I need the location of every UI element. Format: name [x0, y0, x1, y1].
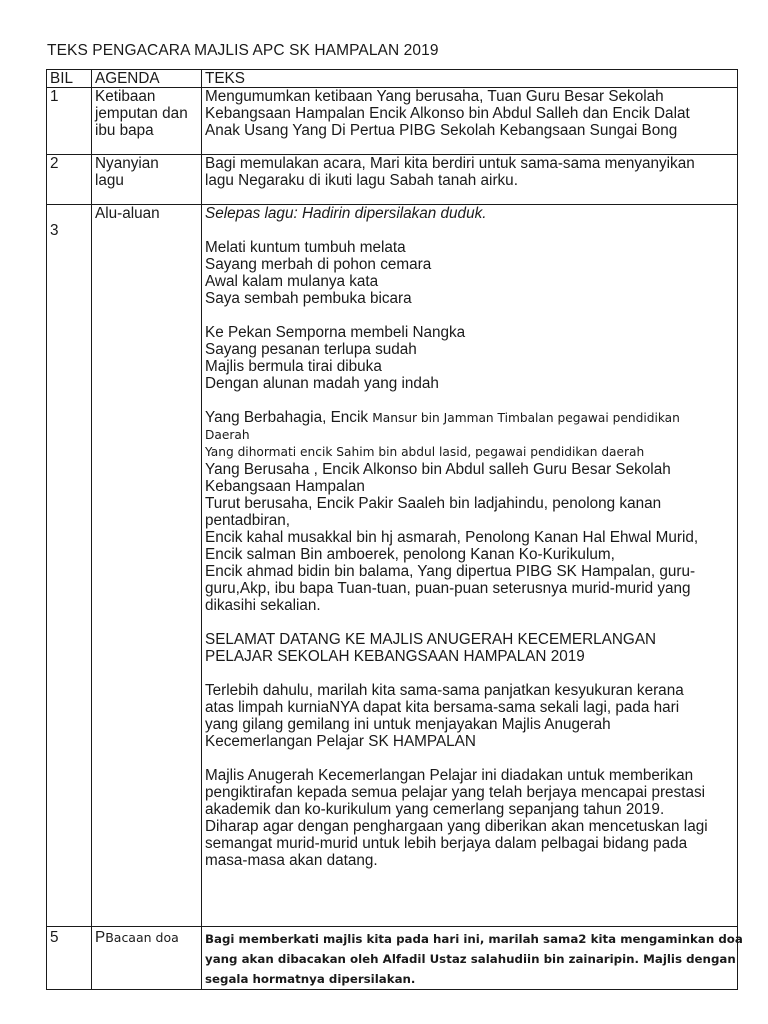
row3-bil-number: 3	[50, 222, 59, 239]
row2-agenda-line: lagu	[95, 172, 124, 189]
row1-teks	[202, 88, 738, 155]
salutation-2: Yang dihormati encik Sahim bin abdul lasid, pegawai pendidikan daerah	[205, 445, 645, 459]
pantun2-line: Dengan alunan madah yang indah	[205, 375, 439, 392]
row5-agenda-line	[95, 927, 198, 946]
row5-teks-line: Bagi memberkati majlis kita pada hari ini, marilah sama2 kita mengaminkan doa	[205, 932, 743, 946]
row5-teks	[202, 927, 743, 990]
para2-line: semangat murid-murid untuk lebih berjaya dalam pelbagai bidang pada	[205, 835, 688, 852]
salutation-list-line: guru,Akp, ibu bapa Tuan-tuan, puan-puan seterusnya murid-murid yang	[205, 580, 691, 597]
salutation-name-cont: Daerah	[205, 428, 250, 442]
table-row	[47, 927, 738, 990]
pantun1-line: Saya sembah pembuka bicara	[205, 290, 412, 307]
salutation-list-line: Encik kahal musakkal bin hj asmarah, Penolong Kanan Hal Ehwal Murid,	[205, 529, 699, 546]
row1-bil: 1	[47, 88, 92, 155]
row1-teks-line: Kebangsaan Hampalan Encik Alkonso bin Abdul Salleh dan Encik Dalat	[205, 105, 690, 122]
table-row	[47, 155, 738, 205]
header-agenda: AGENDA	[92, 70, 202, 88]
row3-bil	[47, 205, 92, 927]
row2-bil: 2	[47, 155, 92, 205]
para1-line: yang gilang gemilang ini untuk menjayakan Majlis Anugerah	[205, 716, 611, 733]
para2-line: akademik dan ko-kurikulum yang cemerlang sepanjang tahun 2019.	[205, 801, 665, 818]
row1-agenda-line: jemputan dan	[95, 105, 188, 122]
table-row	[47, 205, 738, 927]
pantun1-line: Awal kalam mulanya kata	[205, 273, 379, 290]
salutation-line	[205, 409, 734, 427]
row2-agenda	[92, 155, 202, 205]
pantun2-line: Majlis bermula tirai dibuka	[205, 358, 382, 375]
agenda-table	[46, 69, 743, 990]
salutation-list-line: dikasihi sekalian.	[205, 597, 321, 614]
header-teks: TEKS	[202, 70, 738, 88]
row2-agenda-line: Nyanyian	[95, 155, 159, 172]
table-row	[47, 88, 738, 155]
para2-line: Diharap agar dengan penghargaan yang diberikan akan mencetuskan lagi	[205, 818, 708, 835]
row2-teks-line: Bagi memulakan acara, Mari kita berdiri untuk sama-sama menyanyikan	[205, 155, 695, 172]
pantun2-line: Sayang pesanan terlupa sudah	[205, 341, 417, 358]
salutation-list-line: Kebangsaan Hampalan	[205, 478, 365, 495]
table-header-row	[47, 70, 738, 88]
welcome-heading-line: SELAMAT DATANG KE MAJLIS ANUGERAH KECEMERLANGAN	[205, 631, 657, 648]
row5-agenda-prefix: P	[95, 929, 106, 946]
pantun2-line: Ke Pekan Semporna membeli Nangka	[205, 324, 466, 341]
row5-agenda	[92, 927, 202, 990]
para2-line: masa-masa akan datang.	[205, 852, 378, 869]
row3-agenda: Alu-aluan	[92, 205, 202, 927]
row2-teks	[202, 155, 738, 205]
row3-intro: Selepas lagu: Hadirin dipersilakan duduk.	[205, 205, 487, 222]
para1-line: Kecemerlangan Pelajar SK HAMPALAN	[205, 733, 476, 750]
header-bil: BIL	[47, 70, 92, 88]
pantun1-line: Melati kuntum tumbuh melata	[205, 239, 406, 256]
row5-teks-line: yang akan dibacakan oleh Alfadil Ustaz salahudiin bin zainaripin. Majlis dengan	[205, 952, 736, 966]
row5-bil	[47, 927, 92, 990]
salutation-name: Mansur bin Jamman Timbalan pegawai pendidikan	[372, 411, 680, 425]
para2-line: Majlis Anugerah Kecemerlangan Pelajar ini diadakan untuk memberikan	[205, 767, 694, 784]
row5-agenda-main: Bacaan doa	[105, 930, 179, 945]
para2-line: pengiktirafan kepada semua pelajar yang telah berjaya mencapai prestasi	[205, 784, 706, 801]
row1-teks-line: Anak Usang Yang Di Pertua PIBG Sekolah Kebangsaan Sungai Bong	[205, 122, 678, 139]
salutation-list-line: Encik ahmad bidin bin balama, Yang dipertua PIBG SK Hampalan, guru-	[205, 563, 696, 580]
row5-bil-number: 5	[50, 929, 59, 946]
row1-agenda	[92, 88, 202, 155]
salutation-prefix: Yang Berbahagia, Encik	[205, 409, 373, 426]
salutation-list-line: pentadbiran,	[205, 512, 291, 529]
document-title: TEKS PENGACARA MAJLIS APC SK HAMPALAN 2019	[47, 42, 439, 59]
salutation-list-line: Encik salman Bin amboerek, penolong Kanan Ko-Kurikulum,	[205, 546, 615, 563]
pantun1-line: Sayang merbah di pohon cemara	[205, 256, 432, 273]
para1-line: Terlebih dahulu, marilah kita sama-sama panjatkan kesyukuran kerana	[205, 682, 684, 699]
para1-line: atas limpah kurniaNYA dapat kita bersama-sama sekali lagi, pada hari	[205, 699, 680, 716]
row1-agenda-line: ibu bapa	[95, 122, 154, 139]
salutation-list-line: Turut berusaha, Encik Pakir Saaleh bin ladjahindu, penolong kanan	[205, 495, 662, 512]
row5-teks-line: segala hormatnya dipersilakan.	[205, 972, 416, 986]
welcome-heading-line: PELAJAR SEKOLAH KEBANGSAAN HAMPALAN 2019	[205, 648, 585, 665]
row1-agenda-line: Ketibaan	[95, 88, 156, 105]
row1-teks-line: Mengumumkan ketibaan Yang berusaha, Tuan Guru Besar Sekolah	[205, 88, 664, 105]
row3-teks	[202, 205, 738, 927]
salutation-list-line: Yang Berusaha , Encik Alkonso bin Abdul salleh Guru Besar Sekolah	[205, 461, 671, 478]
row2-teks-line: lagu Negaraku di ikuti lagu Sabah tanah airku.	[205, 172, 518, 189]
